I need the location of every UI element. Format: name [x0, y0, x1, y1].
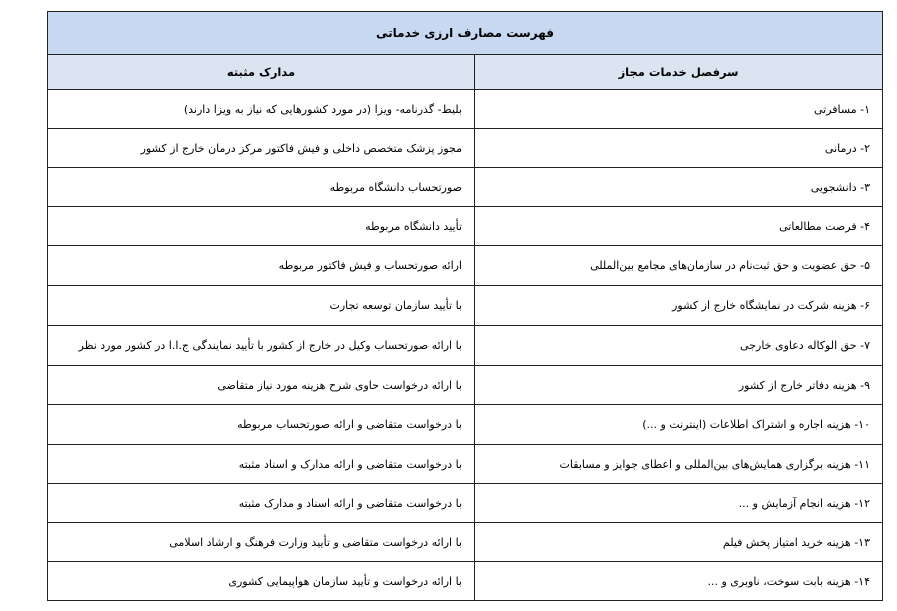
- docs-cell: با ارائه درخواست متقاضی و تأیید وزارت فرهنگ و ارشاد اسلامی: [48, 523, 475, 561]
- service-cell: ۲- درمانی: [824, 141, 870, 155]
- docs-cell: با درخواست متقاضی و ارائه مدارک و اسناد مثبته: [48, 445, 475, 483]
- table-row: [48, 246, 882, 286]
- service-cell: ۱۲- هزینه انجام آزمایش و ...: [738, 496, 870, 510]
- docs-cell: با ارائه درخواست و تأیید سازمان هواپیمایی کشوری: [48, 562, 475, 600]
- table-row: [48, 286, 882, 326]
- service-cell: ۶- هزینه شرکت در نمایشگاه خارج از کشور: [672, 299, 870, 312]
- services-table: [47, 11, 883, 601]
- service-cell: ۹- هزینه دفاتر خارج از کشور: [738, 378, 870, 392]
- header-services: سرفصل خدمات مجاز: [618, 65, 739, 79]
- docs-cell: با ارائه صورتحساب وکیل در خارج از کشور با تأیید نمایندگی ج.ا.ا در کشور مورد نظر: [48, 326, 475, 365]
- table-row: [48, 129, 882, 168]
- table-row: [48, 405, 882, 445]
- docs-cell: با درخواست متقاضی و ارائه صورتحساب مربوطه: [48, 405, 475, 444]
- table-row: [48, 562, 882, 600]
- docs-cell: با تأیید سازمان توسعه تجارت: [48, 286, 475, 325]
- docs-cell: با ارائه درخواست حاوی شرح هزینه مورد نیاز متقاضی: [48, 366, 475, 404]
- table-row: [48, 207, 882, 246]
- service-cell: ۷- حق الوکاله دعاوی خارجی: [740, 339, 870, 352]
- header-docs: مدارک مثبته: [48, 55, 475, 89]
- service-cell: ۳- دانشجویی: [810, 180, 870, 194]
- service-cell: ۱۱- هزینه برگزاری همایش‌های بین‌المللی و اعطای جوایز و مسابقات: [559, 457, 870, 471]
- table-row: [48, 484, 882, 523]
- service-cell: ۵- حق عضویت و حق ثبت‌نام در سازمان‌های مجامع بین‌المللی: [590, 259, 870, 272]
- service-cell: ۱۰- هزینه اجاره و اشتراک اطلاعات (اینترنت و ...): [642, 418, 870, 431]
- table-body: [48, 90, 882, 600]
- table-title: فهرست مصارف ارزی خدماتی: [48, 12, 882, 55]
- table-header-row: [48, 55, 882, 90]
- table-row: [48, 366, 882, 405]
- table-row: [48, 168, 882, 207]
- service-cell: ۴- فرصت مطالعاتی: [779, 219, 870, 233]
- table-row: [48, 523, 882, 562]
- docs-cell: ارائه صورتحساب و فیش فاکتور مربوطه: [48, 246, 475, 285]
- service-cell: ۱۴- هزینه بابت سوخت، ناوبری و ...: [707, 574, 870, 588]
- table-row: [48, 445, 882, 484]
- docs-cell: صورتحساب دانشگاه مربوطه: [48, 168, 475, 206]
- service-cell: ۱۳- هزینه خرید امتیاز پخش فیلم: [722, 535, 870, 549]
- table-row: [48, 326, 882, 366]
- docs-cell: با درخواست متقاضی و ارائه اسناد و مدارک مثبته: [48, 484, 475, 522]
- service-cell: ۱- مسافرتی: [813, 102, 870, 116]
- docs-cell: بلیط- گذرنامه- ویزا (در مورد کشورهایی که نیاز به ویزا دارند): [48, 90, 475, 128]
- docs-cell: تأیید دانشگاه مربوطه: [48, 207, 475, 245]
- docs-cell: مجوز پزشک متخصص داخلی و فیش فاکتور مرکز درمان خارج از کشور: [48, 129, 475, 167]
- table-row: [48, 90, 882, 129]
